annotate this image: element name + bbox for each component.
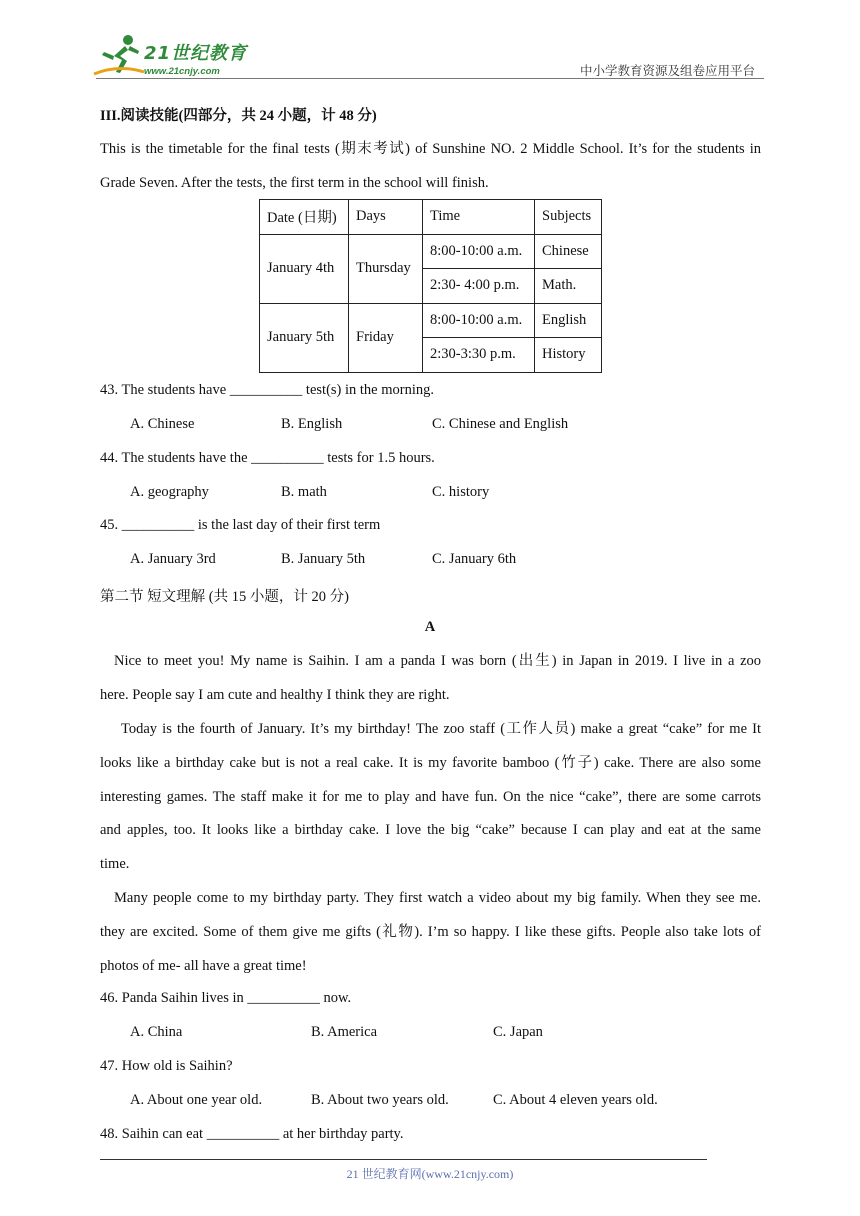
q44-option-c: C. history	[432, 484, 490, 500]
cell-date: January 4th	[260, 234, 349, 303]
q43-option-c: C. Chinese and English	[432, 416, 569, 432]
q46-option-c: C. Japan	[493, 1024, 543, 1040]
question-47: 47. How old is Saihin?	[100, 1058, 233, 1074]
table-row	[260, 303, 602, 338]
header-platform-name: 中小学教育资源及组卷应用平台	[579, 63, 755, 78]
logo-text: 21世纪教育	[144, 43, 248, 64]
cell-subject: Math.	[535, 269, 602, 304]
cell-time: 8:00-10:00 a.m.	[423, 303, 535, 338]
q45-option-b: B. January 5th	[281, 551, 366, 567]
logo-url: www.21cnjy.com	[144, 66, 220, 77]
q43-option-b: B. English	[281, 416, 343, 432]
question-45: 45. __________ is the last day of their first term	[100, 517, 381, 533]
q45-option-c: C. January 6th	[432, 551, 517, 567]
footer-text[interactable]: 21 世纪教育网(www.21cnjy.com)	[346, 1167, 514, 1181]
para2-line5: time.	[100, 856, 130, 872]
q45-option-a: A. January 3rd	[130, 551, 216, 567]
table-row	[260, 234, 602, 269]
para1-line2: here. People say I am cute and healthy I think they are right.	[100, 687, 450, 703]
para3-line1: Many people come to my birthday party. They first watch a video about my big family. When they see me.	[114, 890, 761, 906]
question-46: 46. Panda Saihin lives in __________ now.	[100, 990, 352, 1006]
q44-option-a: A. geography	[130, 484, 209, 500]
table-header-row	[260, 200, 602, 235]
q46-option-a: A. China	[130, 1024, 183, 1040]
para2-line1: Today is the fourth of January. It’s my birthday! The zoo staff (工作人员) make a great “cake” for me It	[121, 721, 761, 737]
header-days: Days	[349, 200, 423, 235]
cell-day: Friday	[349, 303, 423, 372]
q47-option-b: B. About two years old.	[311, 1092, 449, 1108]
para3-line2: they are excited. Some of them give me gifts (礼物). I’m so happy. I like these gifts. People also take lots of	[100, 924, 761, 940]
header-subjects: Subjects	[535, 200, 602, 235]
q46-option-b: B. America	[311, 1024, 378, 1040]
intro-line-1: This is the timetable for the final tests (期末考试) of Sunshine NO. 2 Middle School. It’s for the students in	[100, 141, 761, 157]
footer-divider	[100, 1159, 707, 1160]
cell-time: 2:30-3:30 p.m.	[423, 338, 535, 373]
passage-label: A	[424, 619, 436, 635]
q47-option-a: A. About one year old.	[130, 1092, 263, 1108]
question-43: 43. The students have __________ test(s) in the morning.	[100, 382, 434, 398]
cell-date: January 5th	[260, 303, 349, 372]
q44-option-b: B. math	[281, 484, 327, 500]
question-44: 44. The students have the __________ tests for 1.5 hours.	[100, 450, 435, 466]
cell-subject: English	[535, 303, 602, 338]
q43-option-a: A. Chinese	[130, 416, 195, 432]
para1-line1: Nice to meet you! My name is Saihin. I am a panda I was born (出生) in Japan in 2019. I live in a zoo	[114, 653, 761, 669]
timetable	[259, 199, 602, 373]
q47-option-c: C. About 4 eleven years old.	[493, 1092, 658, 1108]
cell-time: 2:30- 4:00 p.m.	[423, 269, 535, 304]
runner-logo-icon	[92, 34, 146, 78]
para2-line3: interesting games. The staff make it for me to play and have fun. On the nice “cake”, there are some carrots	[100, 789, 761, 805]
para2-line2: looks like a birthday cake but is not a real cake. It is my favorite bamboo (竹子) cake. There are also some	[100, 755, 761, 771]
header-divider	[96, 78, 764, 79]
para2-line4: and apples, too. It looks like a birthday cake. I love the big “cake” because I can play and eat at the same	[100, 822, 761, 838]
section-2-title: 第二节 短文理解 (共 15 小题，计 20 分)	[100, 589, 349, 605]
cell-subject: History	[535, 338, 602, 373]
cell-subject: Chinese	[535, 234, 602, 269]
cell-day: Thursday	[349, 234, 423, 303]
intro-line-2: Grade Seven. After the tests, the first term in the school will finish.	[100, 175, 489, 191]
header-time: Time	[423, 200, 535, 235]
header-date: Date (日期)	[260, 200, 349, 235]
section-title: III.阅读技能(四部分，共 24 小题，计 48 分)	[100, 108, 377, 124]
site-logo	[92, 34, 262, 80]
cell-time: 8:00-10:00 a.m.	[423, 234, 535, 269]
question-48: 48. Saihin can eat __________ at her birthday party.	[100, 1126, 404, 1142]
para3-line3: photos of me- all have a great time!	[100, 958, 307, 974]
